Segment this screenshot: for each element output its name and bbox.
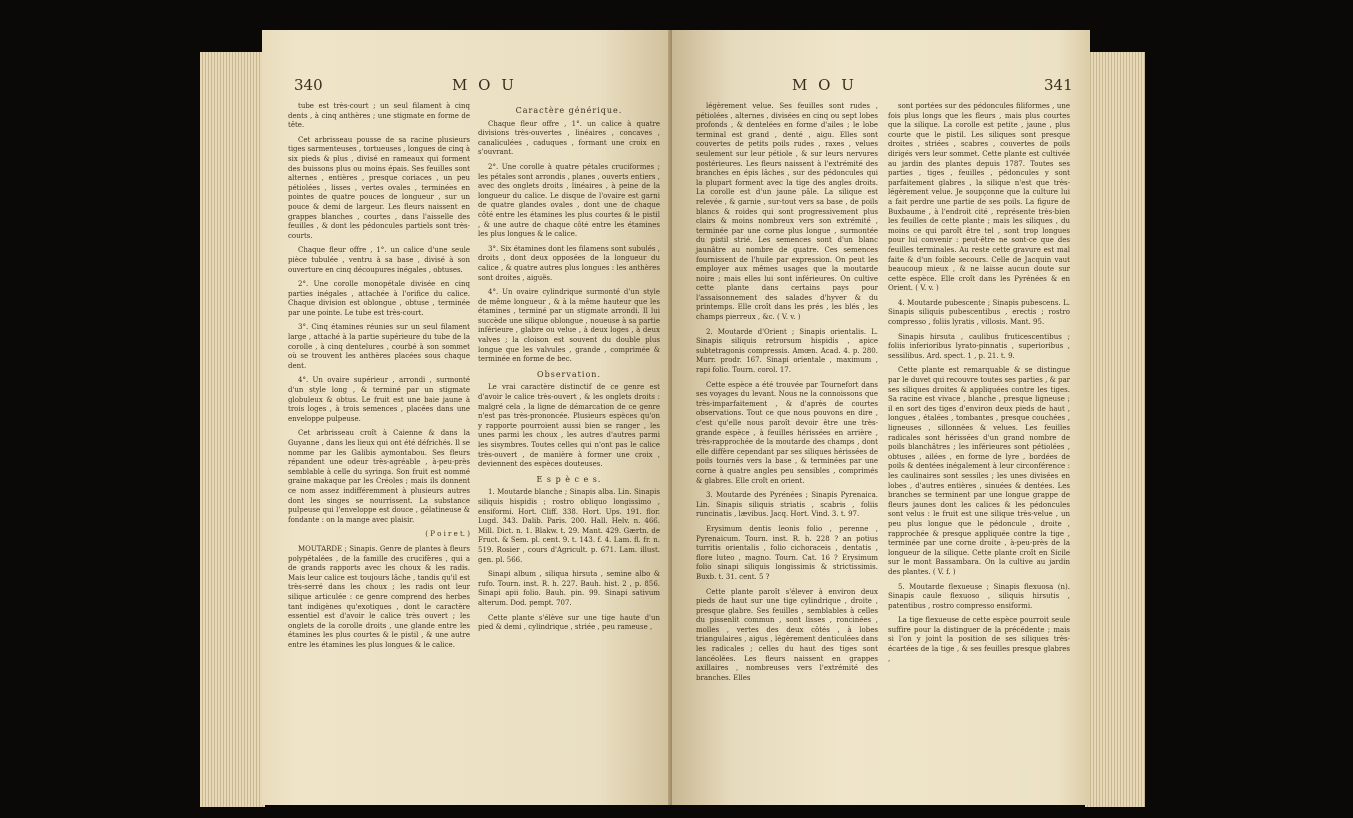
paragraph: 4°. Un ovaire cylindrique surmonté d'un style de même longueur , & à la même hauteur que les étamines , terminé par un stigmate arrondi. Il lui succède une silique oblongue , noueuse à sa partie inférieure , glabre ou velue , à deux loges , à deux valves ; la cloison est souvent du double plus longue que les valvules , grande , comprimée & terminée en forme de bec. [478,288,660,364]
right-page-number: 341 [1044,76,1073,94]
paragraph: Cette plante paroît s'élever à environ deux pieds de haut sur une tige cylindrique , droite , presque glabre. Ses feuilles , semblables à celles du pissenlit commun , sont lisses , roncinées , molles , vertes des deux côtés , à lobes triangulaires , aigus , légèrement denticulées dans les radicales ; celles du haut des tiges sont lancéolées. Les fleurs naissent en grappes axillaires , nombreuses vers l'extrémité des branches. Elles [696,587,878,682]
paragraph: 3°. Six étamines dont les filamens sont subulés , droits , dont deux opposées de la longueur du calice , & quatre autres plus longues : les anthères sont droites , aiguës. [478,244,660,282]
right-page-edges [1085,52,1145,807]
left-page-column-2 [478,102,660,638]
paragraph: tube est très-court ; un seul filament à cinq dents , à cinq anthères ; une stigmate en forme de tête. [288,102,470,130]
open-book [200,12,1145,812]
section-heading: E s p è c e s. [536,474,602,484]
paragraph: La tige flexueuse de cette espèce pourroit seule suffire pour la distinguer de la précédente ; mais si l'on y joint la position de ses siliques très-écartées de la tige , & ses feuilles presque glabres , [888,616,1070,663]
paragraph: Cet arbrisseau croît à Caienne & dans la Guyanne , dans les lieux qui ont été défrichés. Il se nomme par les Galibis aymontabou. Ses fleurs répandent une odeur très-agréable , à-peu-près semblable à celle du syringa. Son fruit est nommé graine makaque par les Créoles ; mais ils donnent ce nom assez indifféremment à plusieurs autres dont les singes se nourrissent. La substance pulpeuse qui l'enveloppe est douce , gélatineuse & fondante : on la mange avec plaisir. [288,429,470,524]
paragraph: Cette espèce a été trouvée par Tournefort dans ses voyages du levant. Nous ne la connoissons que très-imparfaitement , & d'après de courtes observations. Tout ce que nous pouvons en dire , c'est qu'elle nous paroît devoir être une très-grande espèce , à feuilles hérissées en arrière , très-rapprochée de la moutarde des champs , dont elle diffère cependant par ses siliques hérissées de poils tournés vers la base , & terminées par une corne à quatre angles peu sensibles , comprimés & glabres. Elle croît en orient. [696,380,878,485]
right-page [672,30,1090,805]
left-page [262,30,680,805]
paragraph: Cette plante s'élève sur une tige haute d'un pied & demi , cylindrique , striée , peu rameuse , [478,613,660,632]
section-heading: Observation. [537,369,601,379]
right-page-column-2 [888,102,1070,669]
paragraph: Cet arbrisseau pousse de sa racine plusieurs tiges sarmenteuses , tortueuses , longues de cinq à six pieds & plus , divisé en rameaux qui forment des buissons plus ou moins épais. Ses feuilles sont alternes , entières , presque coriaces , un peu pétiolées , lisses , vertes ovales , terminées en pointes de quatre pouces de longueur , sur un pouce & demi de largeur. Les fleurs naissent en grappes blanches , courtes , dans l'aisselle des feuilles , & dont les pédoncules partiels sont très-courts. [288,135,471,240]
paragraph: 3. Moutarde des Pyrénées ; Sinapis Pyrenaica. Lin. Sinapis siliquis striatis , scabris , foliis runcinatis , lævibus. Jacq. Hort. Vind. 3. t. 97. [696,491,878,519]
paragraph: 1. Moutarde blanche ; Sinapis alba. Lin. Sinapis siliquis hispidis ; rostro obliquo longissimo , ensiformi. Hort. Cliff. 338. Hort. Ups. 191. flor. Lugd. 343. Dalib. Paris. 200. Hall. Helv. n. 466. Mill. Dict. n. 1. Blakw. t. 29. Mant. 429. Gærtn. de Fruct. & Sem. pl. cent. 9. t. 143. f. 4. Lam. fl. fr. n. 519. Rosier , cours d'Agricult. p. 671. Lam. illust. gen. pl. 566. [478,488,660,564]
left-page-column-1 [288,102,470,655]
paragraph: 2. Moutarde d'Orient ; Sinapis orientalis. L. Sinapis siliquis retrorsum hispidis , apice subtetragonis compressis. Amœn. Acad. 4. p. 280. Murr. prodr. 167. Sinapi orientale , maximum , rapi folio. Tourn. corol. 17. [696,327,878,375]
paragraph: Chaque fleur offre , 1°. un calice à quatre divisions très-ouvertes , linéaires , concaves , canaliculées , caduques , formant une croix en s'ouvrant. [478,119,660,157]
paragraph: 2°. Une corolle à quatre pétales cruciformes ; les pétales sont arrondis , planes , ouverts entiers , avec des onglets droits , linéaires , à peine de la longueur du calice. Le disque de l'ovaire est garni de quatre glandes ovales , dont une de chaque côté entre les étamines les plus courtes & le pistil , & une autre de chaque côté entre les étamines les plus longues & le calice. [478,162,660,239]
paragraph: 4°. Un ovaire supérieur , arrondi , surmonté d'un style long , & terminé par un stigmate globuleux & obtus. Le fruit est une baie jaune à trois loges , à trois semences , placées dans une enveloppe pulpeuse. [288,376,470,423]
paragraph: MOUTARDE ; Sinapis. Genre de plantes à fleurs polypétalées , de la famille des crucifères , qui a de grands rapports avec les choux & les radis. Mais leur calice est toujours lâche , tandis qu'il est très-serré dans les choux ; les radis ont leur silique articulée : ce genre comprend des herbes tant indigènes qu'exotiques , dont le caractère essentiel est d'avoir le calice très ouvert ; les onglets de la corolle droits , une glande entre les étamines les plus courtes & le pistil , & une autre entre les étamines les plus longues & le calice. [288,544,470,649]
right-running-head: M O U [792,76,857,94]
paragraph: Sinapis hirsuta , caulibus fruticescentibus ; foliis inferioribus lyrato-pinnatis , superioribus , sessilibus. Ard. spect. 1 , p. 21. t. 9. [888,332,1070,360]
right-page-column-1 [696,102,878,688]
paragraph: Le vrai caractère distinctif de ce genre est d'avoir le calice très-ouvert , & les onglets droits : malgré cela , la ligne de démarcation de ce genre n'est pas très-prononcée. Plusieurs espèces qu'on y rapporte pourroient aussi bien se ranger , les unes parmi les choux , les autres d'autres parmi les sisymbres. Toutes celles qui n'ont pas le calice très-ouvert , de manière à former une croix , deviennent des espèces douteuses. [478,383,660,469]
paragraph: 2°. Une corolle monopétale divisée en cinq parties inégales , attachée à l'orifice du calice. Chaque division est oblongue , obtuse , terminée par une pointe. Le tube est très-court. [288,280,470,317]
paragraph: Erysimum dentis leonis folio , perenne , Pyrenaicum. Tourn. inst. R. h. 228 ? an potius turritis orientalis , folio cichoraceis , dentatis , flore luteo , magno. Tourn. Cat. 16 ? Erysimum folio sinapi siliquis longissimis & strictissimis. Buxb. t. 31. cent. 5 ? [696,524,878,581]
paragraph: 4. Moutarde pubescente ; Sinapis pubescens. L. Sinapis siliquis pubescentibus , erectis ; rostro compresso , foliis lyratis , villosis. Mant. 95. [888,298,1070,327]
paragraph: Cette plante est remarquable & se distingue par le duvet qui recouvre toutes ses parties , & par ses siliques droites & appliquées contre les tiges. Sa racine est vivace , blanche , presque ligneuse ; il en sort des tiges d'environ deux pieds de haut , longues , étalées , tombantes , presque couchées , ligneuses , sillonnées & velues. Les feuilles radicales sont hérissées d'un grand nombre de poils blanchâtres ; les inférieures sont pétiolées , obtuses , ailées , en forme de lyre , bordées de poils & dentées inégalement à leur circonférence : les caulinaires sont sessiles ; les unes divisées en lobes , d'autres entières , sinuées & dentées. Les branches se terminent par une longue grappe de fleurs jaunes dont les calices & les pédoncules sont velus : le fruit est une silique très-velue , un peu plus longue que le pédoncule , droite , rapprochée & presque appliquée contre la tige , terminée par une corne droite , à-peu-près de la longueur de la silique. Cette plante croît en Sicile sur le mont Bassambara. On la cultive au jardin des plantes. ( V. f. ) [888,366,1070,576]
paragraph: sont portées sur des pédoncules filiformes , une fois plus longs que les fleurs , mais plus courtes que la silique. La corolle est petite , jaune , plus courte que le pistil. Les siliques sont presque droites , striées , scabres , couvertes de poils dirigés vers leur sommet. Cette plante est cultivée au jardin des plantes depuis 1787. Toutes ses parties , tiges , feuilles , pédoncules y sont parfaitement glabres , la silique n'est que très-légèrement velue. Je soupçonne que la culture lui a fait perdre une partie de ses poils. La figure de Buxbaume , à l'endroit cité , représente très-bien les feuilles de cette plante ; mais les siliques , du moins ce qui paroît être tel , sont trop longues pour lui convenir : peut-être ne sont-ce que des feuilles terminales. Au reste cette gravure est mal faite & d'un foible secours. Celle de Jacquin vaut beaucoup mieux , & ne laisse aucun doute sur cette espèce. Elle croît dans les Pyrénées & en Orient. ( V. v. ) [888,102,1070,293]
left-page-number: 340 [294,76,323,94]
paragraph: 5. Moutarde flexueuse ; Sinapis flexuosa (n). Sinapis caule flexuoso , siliquis hirsutis , patentibus , rostro compresso ensiformi. [888,582,1070,610]
left-page-edges [200,52,265,807]
paragraph: légèrement velue. Ses feuilles sont rudes , pétiolées , alternes , divisées en cinq ou sept lobes profonds , & dentelées en forme d'ailes ; le lobe terminal est grand , denté , aigu. Elles sont couvertes de petits poils rudes , raxes , velues seulement sur leur pétiole , & sur leurs nervures postérieures. Les fleurs naissent à l'extrémité des branches en épis lâches , sur des pédoncules qui la plupart forment avec la tige des angles droits. La corolle est d'un jaune pâle. La silique est relevée , & garnie , sur-tout vers sa base , de poils blancs & roides qui sont progressivement plus clairs & moins nombreux vers son extrémité , terminée par une corne plus longue , surmontée du pistil strié. Les semences sont d'un blanc jaunâtre au nombre de quatre. Ces semences fournissent de l'huile par expression. On peut les employer aux mêmes usages que la moutarde noire ; mais elles lui sont inférieures. On cultive cette plante dans certains pays pour l'assaisonnement des salades d'hyver & du printemps. Elle croît dans les prés , les blés , les champs pierreux , &c. ( V. v. ) [696,102,878,322]
paragraph: Sinapi album , siliqua hirsuta , semine albo & rufo. Tourn. inst. R. h. 227. Bauh. hist. 2 , p. 856. Sinapi apii folio. Bauh. pin. 99. Sinapi sativum alterum. Dod. pempt. 707. [478,570,660,607]
paragraph: 3°. Cinq étamines réunies sur un seul filament large , attaché à la partie supérieure du tube de la corolle , à cinq dentelures , courbé à son sommet où se trouvent les anthères placées sous chaque dent. [288,323,470,370]
left-running-head: M O U [452,76,517,94]
author-signature: ( P o i r e t. ) [425,530,470,539]
section-heading: Caractère générique. [515,106,623,115]
paragraph: Chaque fleur offre , 1°. un calice d'une seule pièce tubulée , ventru à sa base , divisé à son ouverture en cinq découpures inégales , obtuses. [288,246,470,274]
